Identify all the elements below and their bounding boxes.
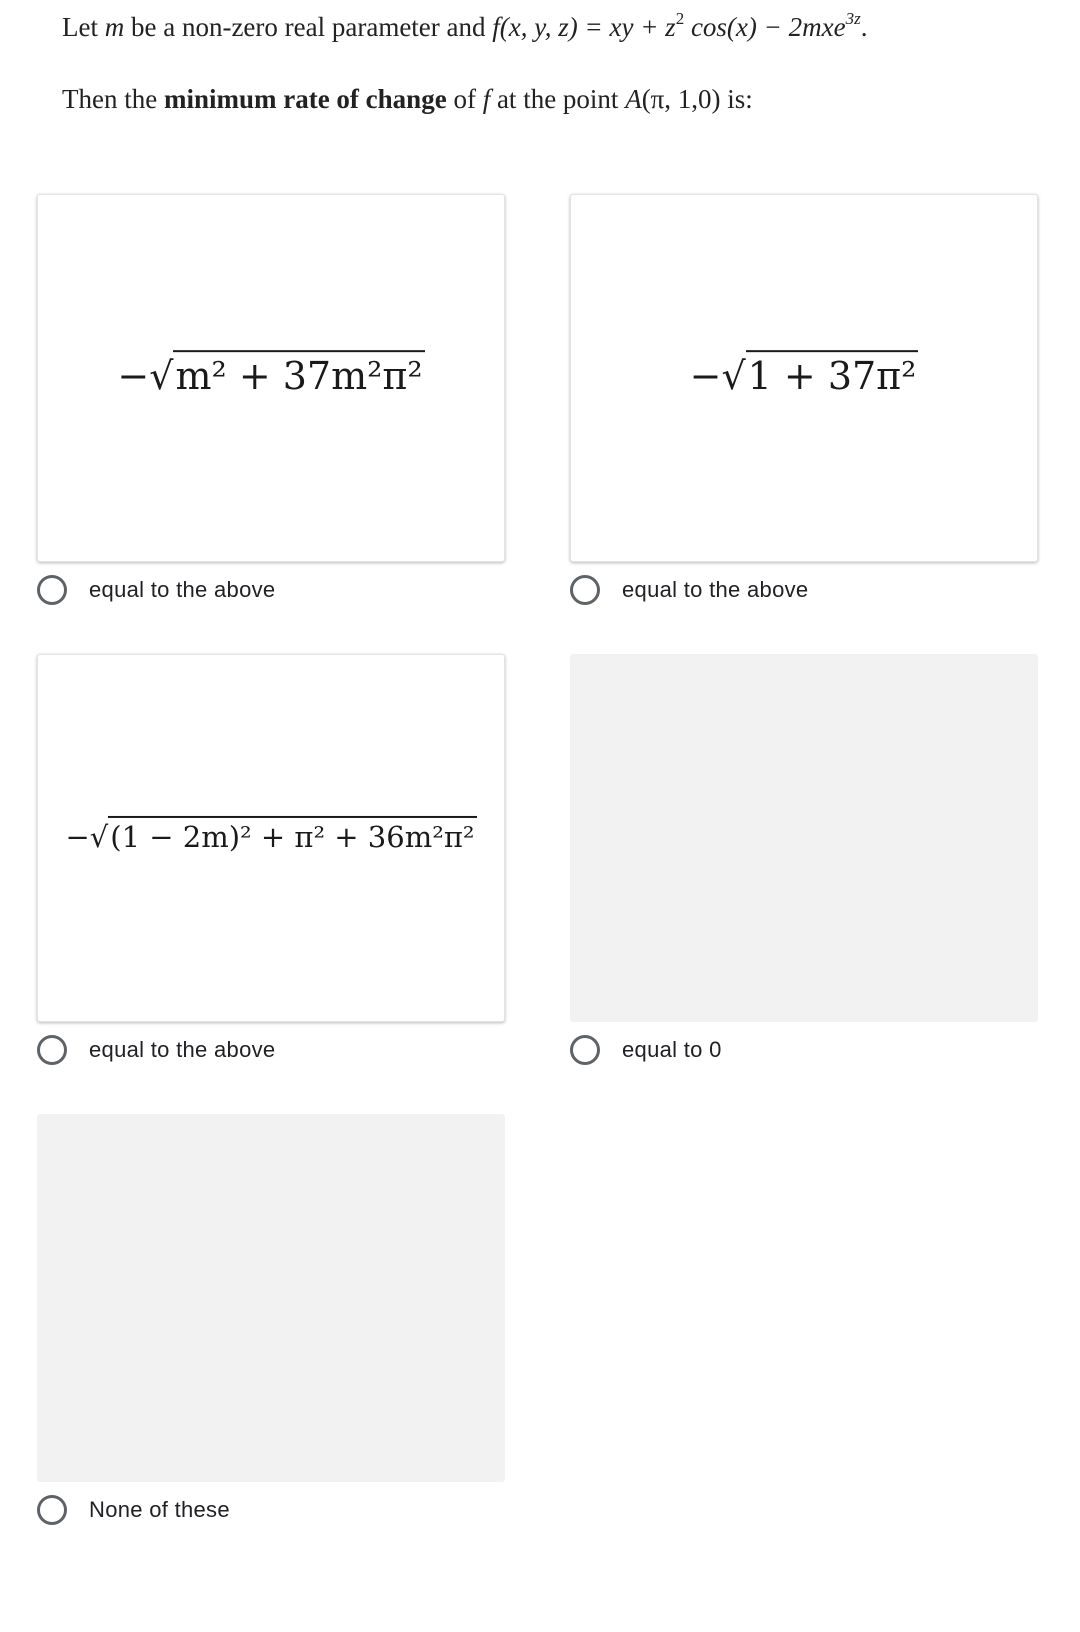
option-5[interactable] xyxy=(37,1490,230,1530)
option-1-image-card[interactable] xyxy=(37,194,505,562)
option-5-label[interactable]: None of these xyxy=(89,1497,230,1522)
option-2-formula: −√1 + 37π² xyxy=(571,350,1037,398)
question-line-1: Let m be a non-zero real parameter and f(x, y, z) = xy + $z^2$ cos(x) − 2mxe$^{3z}$. xyxy=(62,9,868,42)
option-4[interactable] xyxy=(570,1030,722,1070)
option-2-radio[interactable] xyxy=(570,575,600,605)
option-3-formula: −√(1 − 2m)² + π² + 36m²π² xyxy=(38,816,504,854)
option-4-radio[interactable] xyxy=(570,1035,600,1065)
question-line-2: Then the minimum rate of change of f at the point A(π, 1,0) is: xyxy=(62,84,753,114)
option-2-image-card[interactable] xyxy=(570,194,1038,562)
option-1[interactable] xyxy=(37,570,275,610)
option-3-image-card[interactable] xyxy=(37,654,505,1022)
option-1-radio[interactable] xyxy=(37,575,67,605)
option-1-formula: −√m² + 37m²π² xyxy=(38,350,504,398)
option-4-image-placeholder xyxy=(570,654,1038,1022)
option-3[interactable] xyxy=(37,1030,275,1070)
option-3-radio[interactable] xyxy=(37,1035,67,1065)
option-1-label[interactable]: equal to the above xyxy=(89,577,276,602)
option-5-radio[interactable] xyxy=(37,1495,67,1525)
option-2[interactable] xyxy=(570,570,808,610)
option-5-image-placeholder xyxy=(37,1114,505,1482)
option-2-label[interactable]: equal to the above xyxy=(622,577,809,602)
option-4-label[interactable]: equal to 0 xyxy=(622,1037,722,1062)
option-3-label[interactable]: equal to the above xyxy=(89,1037,276,1062)
